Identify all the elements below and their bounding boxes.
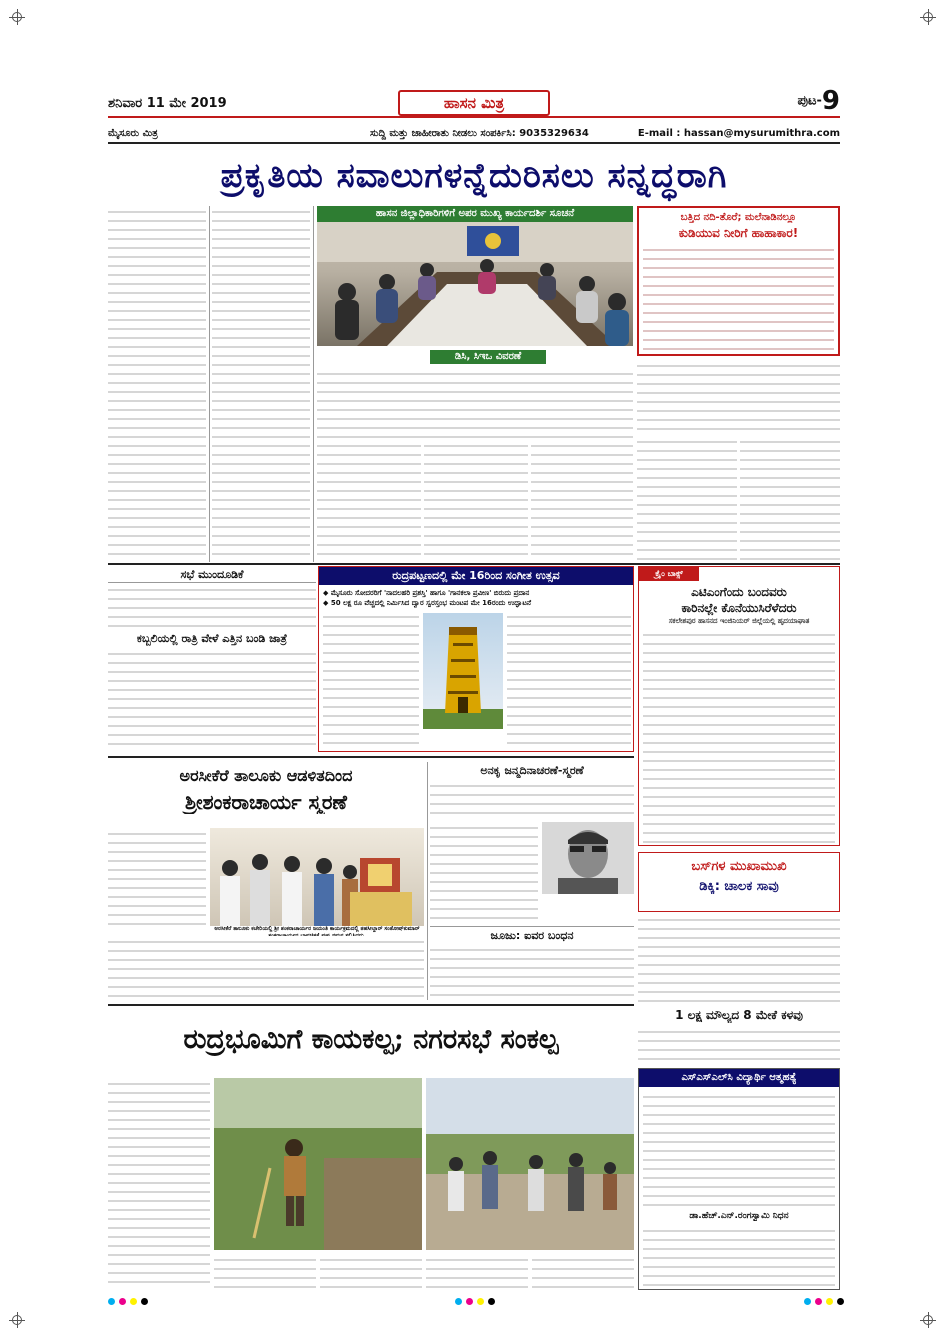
print-color-dots <box>108 1298 148 1305</box>
masthead-rule <box>108 116 840 118</box>
magenta-dot <box>815 1298 822 1305</box>
column-divider <box>313 206 314 562</box>
bus-head-1: ಬಸ್‌ಗಳ ಮುಖಾಮುಖಿ <box>691 859 787 874</box>
edition-name: ಹಾಸನ ಮಿತ್ರ <box>398 90 550 116</box>
cart-article <box>108 648 316 748</box>
article-column <box>637 436 737 562</box>
print-color-dots <box>455 1298 495 1305</box>
bus-box <box>638 852 840 912</box>
gamble-head: ಜೂಜು: ಐವರ ಬಂಧನ <box>430 926 634 943</box>
meeting-article <box>317 368 633 438</box>
temple-tower-photo <box>423 613 503 729</box>
water-box <box>637 206 840 356</box>
crime-subhead: ಸಕಲೇಶಪುರ ಹಾಸನದ ಇಂಜಿನಿಯರ್ ಜಿಲ್ಲೆಯಲ್ಲಿ ಹೃದಯಾಘಾತ <box>668 617 810 625</box>
section-rule <box>108 563 840 565</box>
article-column <box>108 828 206 932</box>
article-column <box>424 440 528 562</box>
theft-head: 1 ಲಕ್ಷ ಮೌಲ್ಯದ 8 ಮೇಕೆ ಕಳವು <box>675 1008 803 1022</box>
crime-tag: ಕ್ರೈಂ ಬಾಕ್ಸ್ <box>639 567 699 581</box>
article-column <box>531 440 633 562</box>
cemetery-cleaning-photo-2 <box>426 1078 634 1250</box>
email-text: E-mail : hassan@mysurumithra.com <box>637 128 840 139</box>
sabhe-head: ಸಭೆ ಮುಂದೂಡಿಕೆ <box>108 568 316 583</box>
shankaracharya-photo <box>210 828 424 926</box>
print-color-dots <box>804 1298 844 1305</box>
yellow-dot <box>477 1298 484 1305</box>
arasikere-head-1: ಅರಸೀಕೆರೆ ತಾಲೂಕು ಆಡಳಿತದಿಂದ <box>179 766 353 785</box>
article-column <box>507 611 631 749</box>
article-column <box>740 436 840 562</box>
masthead <box>108 86 840 126</box>
meeting-banner: ಹಾಸನ ಜಿಲ್ಲಾಧಿಕಾರಿಗಳಿಗೆ ಅಪರ ಮುಖ್ಯ ಕಾರ್ಯದರ್ಶಿ ಸೂಚನೆ <box>317 206 633 222</box>
cemetery-cleaning-photo-1 <box>214 1078 422 1250</box>
registration-mark <box>12 12 22 22</box>
article-column <box>212 206 310 562</box>
registration-mark <box>12 1315 22 1325</box>
article-column <box>320 1254 422 1290</box>
registration-mark <box>923 1315 933 1325</box>
cart-head: ಕಬ್ಬಲಿಯಲ್ಲಿ ರಾತ್ರಿ ವೇಳೆ ಎತ್ತಿನ ಬಂಡಿ ಜಾತ್ರೆ <box>136 632 288 645</box>
obit-head: ಡಾ.ಹೆಚ್.ಎನ್.ರಂಗಸ್ವಾಮಿ ನಿಧನ <box>689 1211 789 1221</box>
brand-name: ಮೈಸೂರು ಮಿತ್ರ <box>108 128 158 139</box>
black-dot <box>837 1298 844 1305</box>
column-divider <box>427 762 428 1000</box>
crime-head-1: ಎಟಿಎಂಗೆಂದು ಬಂದವರು <box>691 585 787 599</box>
music-box <box>318 566 634 752</box>
music-bullet-2: ◆ 50 ಲಕ್ಷ ರೂ ವೆಚ್ಚದಲ್ಲಿ ನಿರ್ಮಿಸಿದ ದ್ವಾರ ಸ್ವರಸ್ತಂಭ ಮಂಟಪ ಮೇ 16ರಂದು ಉದ್ಘಾಟನೆ <box>323 599 532 607</box>
water-article <box>643 244 834 352</box>
crime-head-2: ಕಾರಿನಲ್ಲೇ ಕೊನೆಯುಸಿರೆಳೆದರು <box>681 601 797 615</box>
bus-head-2: ಡಿಕ್ಕಿ: ಚಾಲಕ ಸಾವು <box>699 879 779 894</box>
anakru-article <box>430 780 634 820</box>
article-column <box>323 611 419 749</box>
article-column <box>426 1254 528 1290</box>
magenta-dot <box>119 1298 126 1305</box>
article-column <box>430 822 538 922</box>
suicide-article <box>643 1091 835 1207</box>
sabhe-article <box>108 584 316 628</box>
contact-text: ಸುದ್ದಿ ಮತ್ತು ಜಾಹೀರಾತು ನೀಡಲು ಸಂಪರ್ಕಿಸಿ: 9035329634 <box>370 128 589 139</box>
crime-box <box>638 566 840 846</box>
cyan-dot <box>455 1298 462 1305</box>
obit-article <box>643 1225 835 1287</box>
cyan-dot <box>804 1298 811 1305</box>
article-column <box>214 1254 316 1290</box>
yellow-dot <box>130 1298 137 1305</box>
anakru-portrait <box>542 822 634 894</box>
meeting-subbanner: ಡಿಸಿ, ಸಿಇಒ ವಿವರಣೆ <box>430 350 546 364</box>
registration-mark <box>923 12 933 22</box>
quote-block <box>637 360 840 432</box>
right-bottom-box <box>638 1068 840 1290</box>
meeting-photo <box>317 222 633 346</box>
article-column <box>317 440 421 562</box>
photo-caption: ಅರಸೀಕೆರೆ ತಾಲೂಕು ಕಚೇರಿಯಲ್ಲಿ ಶ್ರೀ ಶಂಕರಾಚಾರ್ಯರ ಜಯಂತಿ ಕಾರ್ಯಕ್ರಮದಲ್ಲಿ ತಹಸೀಲ್ದಾರ್ ಸಂತೋಷ್‌ಕುಮಾರ್ <box>214 926 420 932</box>
crime-article <box>643 629 835 843</box>
anakru-head: ಅನಕೃ ಜನ್ಮದಿನಾಚರಣೆ-ಸ್ಮರಣೆ <box>480 764 584 777</box>
main-headline: ಪ್ರಕೃತಿಯ ಸವಾಲುಗಳನ್ನೆದುರಿಸಲು ಸನ್ನದ್ಧರಾಗಿ <box>220 156 728 196</box>
black-dot <box>488 1298 495 1305</box>
arasikere-head-2: ಶ್ರೀಶಂಕರಾಚಾರ್ಯ ಸ್ಮರಣೆ <box>184 790 347 814</box>
article-column <box>532 1254 634 1290</box>
theft-article <box>638 1026 840 1064</box>
black-dot <box>141 1298 148 1305</box>
page-number: ಪುಟ-9 <box>797 86 840 116</box>
article-column <box>108 206 206 562</box>
section-rule <box>108 1004 634 1006</box>
section-rule <box>108 756 634 758</box>
contact-strip <box>108 126 840 144</box>
magenta-dot <box>466 1298 473 1305</box>
yellow-dot <box>826 1298 833 1305</box>
rudrabhumi-head: ರುದ್ರಭೂಮಿಗೆ ಕಾಯಕಲ್ಪ; ನಗರಸಭೆ ಸಂಕಲ್ಪ <box>183 1024 559 1055</box>
music-head: ರುದ್ರಪಟ್ಟಣದಲ್ಲಿ ಮೇ 16ರಿಂದ ಸಂಗೀತ ಉತ್ಸವ <box>319 567 633 585</box>
suicide-head: ಎಸ್‌ಎಸ್‌ಎಲ್‌ಸಿ ವಿದ್ಯಾರ್ಥಿ ಆತ್ಮಹತ್ಯೆ <box>639 1069 839 1087</box>
gamble-article <box>430 944 634 1000</box>
column-divider <box>209 206 210 562</box>
music-bullet-1: ◆ ಮೈಸೂರು ಸೋದರರಿಗೆ 'ನಾದಲಹರಿ ಪ್ರಶಸ್ತಿ' ಹಾಗೂ 'ಗಾನಕಲಾ ಪ್ರವೀಣ' ಬಿರುದು ಪ್ರದಾನ <box>323 589 530 597</box>
water-head-1: ಬತ್ತಿದ ನದಿ-ತೊರೆ; ಮಲೆನಾಡಿನಲ್ಲೂ <box>680 212 797 223</box>
article-column <box>108 1078 210 1290</box>
cyan-dot <box>108 1298 115 1305</box>
bus-article <box>638 914 840 1006</box>
issue-date: ಶನಿವಾರ 11 ಮೇ 2019 <box>108 96 227 111</box>
arasikere-article <box>108 936 424 1000</box>
water-head-2: ಕುಡಿಯುವ ನೀರಿಗೆ ಹಾಹಾಕಾರ! <box>678 226 799 240</box>
